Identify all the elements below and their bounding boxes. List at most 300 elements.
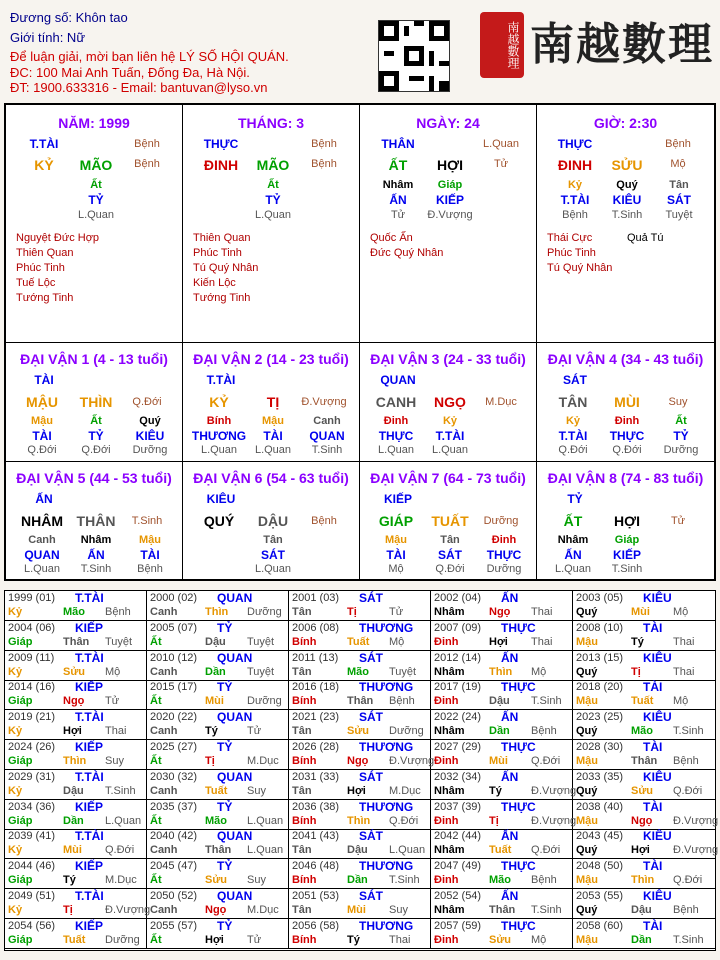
contact-line-1: Để luận giải, mời bạn liên hệ LÝ SỐ HỘI QUÁN. xyxy=(10,49,289,64)
year-stem: Nhâm xyxy=(434,784,465,797)
year-state: Thai xyxy=(531,606,553,618)
year-state: Bệnh xyxy=(673,904,699,916)
year-branch: Thân xyxy=(205,844,232,857)
year-stem: Canh xyxy=(150,844,178,857)
year-stem: Quý xyxy=(576,665,598,678)
luck-hidden-god: SÁT xyxy=(438,548,462,562)
luck-hidden-state: L.Quan xyxy=(254,444,292,456)
luck-hidden-god: TỶ xyxy=(88,429,104,443)
luck-hidden-god: TÀI xyxy=(140,548,160,562)
year-branch: Tuất xyxy=(489,844,512,857)
luck-hidden-god: TỶ xyxy=(673,429,689,443)
year-stem: Tân xyxy=(292,725,312,738)
year-state: Đ.Vượng xyxy=(673,844,719,857)
pillar-right-2: Bệnh xyxy=(311,158,337,170)
year-god: KIÊU xyxy=(643,829,672,844)
annual-year-cell xyxy=(573,621,715,651)
annual-year-cell xyxy=(573,651,715,681)
annual-year-cell xyxy=(147,859,289,889)
year-stem: Giáp xyxy=(8,635,33,648)
year-label: 2027 (29) xyxy=(434,741,482,753)
year-label: 1999 (01) xyxy=(8,592,56,604)
luck-hidden-state: T.Sinh xyxy=(611,563,643,575)
hidden-stem: Tân xyxy=(669,179,689,191)
shensha-star: Tướng Tinh xyxy=(193,292,251,304)
year-label: 2010 (12) xyxy=(150,651,198,664)
luck-hidden-god: ẤN xyxy=(564,548,582,562)
luck-god: QUAN xyxy=(380,373,416,387)
year-stem: Kỷ xyxy=(8,904,23,916)
year-label: 2033 (35) xyxy=(576,770,624,783)
luck-hidden-stem: Đinh xyxy=(614,415,640,427)
pillar-right-1: Bệnh xyxy=(311,138,337,150)
luck-hidden-state: Dưỡng xyxy=(132,444,168,456)
luck-hidden-state: T.Sinh xyxy=(311,444,343,456)
luck-hidden-state: L.Quan xyxy=(254,563,292,575)
annual-year-cell xyxy=(5,889,151,919)
year-stem: Kỷ xyxy=(8,665,23,678)
year-state: T.Sinh xyxy=(531,695,562,708)
luck-cycle-title: ĐẠI VẬN 2 (14 - 23 tuổi) xyxy=(193,351,349,367)
year-stem: Ất xyxy=(150,755,162,767)
year-stem: Tân xyxy=(292,606,312,618)
year-branch: Dần xyxy=(347,874,368,887)
luck-hidden-stem: Đinh xyxy=(491,534,517,546)
annual-year-cell xyxy=(289,710,431,740)
annual-year-cell xyxy=(147,800,289,830)
year-state: Bệnh xyxy=(531,725,557,738)
luck-god: KIẾP xyxy=(383,492,413,506)
year-god: TÀI xyxy=(643,620,663,635)
year-state: Q.Đới xyxy=(531,844,561,857)
year-state: Bệnh xyxy=(389,695,415,708)
year-state: Tử xyxy=(247,725,262,738)
seal-text: 南越數理 xyxy=(506,21,520,69)
pillar-stem: ĐINH xyxy=(557,157,593,173)
contact-line-2: ĐC: 100 Mai Anh Tuấn, Đống Đa, Hà Nội. xyxy=(10,65,250,80)
year-branch: Dần xyxy=(63,814,84,827)
year-state: Mộ xyxy=(673,606,689,618)
luck-branch: DẬU xyxy=(257,513,289,529)
year-label: 2006 (08) xyxy=(292,621,340,634)
year-state: Suy xyxy=(247,874,266,887)
year-god: TỶ xyxy=(217,859,233,874)
year-stem: Ất xyxy=(150,814,162,827)
luck-hidden-state: L.Quan xyxy=(431,444,469,456)
owner-label: Đương số: Khôn tao xyxy=(10,10,128,25)
luck-hidden-stem: Ất xyxy=(90,415,102,427)
year-stem: Đinh xyxy=(434,814,459,827)
year-state: Thai xyxy=(673,635,695,648)
luck-hidden-god: T.TÀI xyxy=(558,429,588,443)
year-state: Tử xyxy=(105,695,120,708)
year-god: T.TÀI xyxy=(75,889,104,903)
year-god: KIÊU xyxy=(643,889,672,903)
year-state: T.Sinh xyxy=(531,904,562,916)
luck-cycle-title: ĐẠI VẬN 6 (54 - 63 tuổi) xyxy=(193,470,349,486)
luck-stem: QUÝ xyxy=(203,513,235,529)
year-stem: Đinh xyxy=(434,874,459,887)
year-stem: Canh xyxy=(150,725,178,738)
year-state: Tuyệt xyxy=(247,665,275,678)
year-state: Dưỡng xyxy=(247,695,282,708)
luck-hidden-god: THỰC xyxy=(486,548,522,562)
luck-hidden-state: Dưỡng xyxy=(486,563,522,575)
luck-hidden-state: Bệnh xyxy=(137,563,163,575)
year-branch: Ngọ xyxy=(205,904,227,916)
year-label: 2026 (28) xyxy=(292,741,340,753)
year-label: 2001 (03) xyxy=(292,592,340,604)
year-state: Suy xyxy=(247,784,266,797)
year-stem: Kỷ xyxy=(8,725,23,738)
year-stem: Bính xyxy=(292,695,317,708)
annual-year-cell xyxy=(5,919,147,949)
year-branch: Ngọ xyxy=(631,814,653,827)
year-stem: Quý xyxy=(576,606,598,618)
year-stem: Quý xyxy=(576,725,598,738)
luck-hidden-stem: Đinh xyxy=(383,415,409,427)
year-stem: Mậu xyxy=(576,695,598,708)
shensha-star: Quốc Ấn xyxy=(370,232,413,244)
pillar-stem: ẤT xyxy=(388,157,408,173)
year-god: TỶ xyxy=(217,680,233,695)
year-god: SÁT xyxy=(359,769,383,784)
hidden-god: KIÊU xyxy=(612,193,642,207)
year-state: Bệnh xyxy=(531,874,557,887)
annual-year-cell xyxy=(147,621,289,651)
year-branch: Mùi xyxy=(347,904,366,916)
year-label: 2013 (15) xyxy=(576,651,624,664)
year-label: 2000 (02) xyxy=(150,592,198,604)
year-stem: Đinh xyxy=(434,635,459,648)
pillar-branch: SỬU xyxy=(611,157,643,173)
year-stem: Giáp xyxy=(8,814,33,827)
year-god: THƯƠNG xyxy=(359,799,414,814)
year-branch: Dần xyxy=(489,725,510,738)
luck-state: Dưỡng xyxy=(483,515,519,527)
hidden-stem: Kỷ xyxy=(567,179,583,191)
year-branch: Tị xyxy=(205,755,215,767)
year-god: QUAN xyxy=(217,591,253,605)
year-stem: Mậu xyxy=(576,874,598,887)
luck-cycle-title: ĐẠI VẬN 4 (34 - 43 tuổi) xyxy=(547,351,704,367)
year-state: L.Quan xyxy=(389,844,426,857)
year-branch: Tị xyxy=(347,606,357,618)
pillar-right-1: L.Quan xyxy=(482,138,520,150)
year-stem: Giáp xyxy=(8,695,33,708)
year-god: QUAN xyxy=(217,889,253,903)
year-label: 2007 (09) xyxy=(434,621,482,634)
year-stem: Quý xyxy=(576,784,598,797)
year-stem: Giáp xyxy=(8,933,33,946)
annual-year-cell xyxy=(431,769,577,800)
shensha-star: Thái Cực xyxy=(547,232,593,244)
year-stem: Kỷ xyxy=(8,784,23,797)
hidden-stem: Giáp xyxy=(437,179,463,191)
year-god: ẤN xyxy=(501,710,519,725)
year-god: TỶ xyxy=(217,740,233,754)
annual-year-cell xyxy=(431,799,577,830)
year-god: KIẾP xyxy=(75,620,104,635)
year-god: THƯƠNG xyxy=(359,918,414,933)
annual-year-cell xyxy=(147,651,289,681)
year-state: Bệnh xyxy=(105,606,131,618)
year-stem: Bính xyxy=(292,814,317,827)
luck-hidden-stem: Tân xyxy=(263,534,283,546)
year-label: 2031 (33) xyxy=(292,770,340,783)
year-god: THƯƠNG xyxy=(359,620,414,635)
pillar-title: NGÀY: 24 xyxy=(416,115,480,131)
luck-hidden-god: SÁT xyxy=(261,548,285,562)
year-branch: Tuất xyxy=(63,933,86,946)
annual-year-cell xyxy=(5,651,147,681)
annual-year-cell xyxy=(289,591,431,621)
annual-year-cell xyxy=(431,651,573,681)
year-god: ẤN xyxy=(501,591,519,605)
year-label: 2017 (19) xyxy=(434,681,482,694)
pillar-title: GIỜ: 2:30 xyxy=(593,115,658,131)
year-god: THỰC xyxy=(501,680,536,695)
annual-year-cell xyxy=(573,919,715,949)
year-stem: Canh xyxy=(150,665,178,678)
year-label: 2024 (26) xyxy=(8,741,56,753)
qr-code-icon xyxy=(379,21,449,91)
year-label: 2036 (38) xyxy=(292,800,340,813)
annual-year-cell xyxy=(289,621,431,651)
year-state: Mộ xyxy=(105,665,121,678)
year-state: Đ.Vượng xyxy=(531,814,577,827)
annual-year-cell xyxy=(289,859,431,889)
year-god: ẤN xyxy=(501,829,519,844)
year-state: M.Dục xyxy=(247,904,279,916)
shensha-star: Quả Tú xyxy=(627,232,664,244)
hidden-state: Tuyệt xyxy=(665,209,693,221)
year-state: M.Dục xyxy=(389,784,421,797)
year-label: 2004 (06) xyxy=(8,621,56,634)
annual-year-cell xyxy=(431,621,573,651)
luck-cycle-title: ĐẠI VẬN 8 (74 - 83 tuổi) xyxy=(547,470,704,486)
luck-cycle-cell xyxy=(537,462,714,581)
year-branch: Thìn xyxy=(347,814,371,827)
year-state: T.Sinh xyxy=(389,874,420,887)
year-label: 2041 (43) xyxy=(292,830,340,843)
luck-hidden-stem: Mậu xyxy=(31,415,53,427)
annual-year-cell xyxy=(147,740,289,770)
year-label: 2014 (16) xyxy=(8,681,56,694)
year-state: Suy xyxy=(105,755,124,767)
year-state: Tử xyxy=(389,606,404,618)
hidden-state: L.Quan xyxy=(77,209,115,221)
year-state: Mộ xyxy=(531,933,547,946)
year-branch: Sửu xyxy=(631,784,654,797)
luck-hidden-state: T.Sinh xyxy=(80,563,112,575)
year-stem: Bính xyxy=(292,874,317,887)
year-label: 2023 (25) xyxy=(576,711,624,724)
year-god: ẤN xyxy=(501,889,519,903)
year-label: 2020 (22) xyxy=(150,711,198,724)
luck-hidden-god: THỰC xyxy=(378,429,414,443)
luck-hidden-god: QUAN xyxy=(309,429,345,443)
pillar-top-god: THÂN xyxy=(381,137,415,151)
year-branch: Mão xyxy=(205,814,227,827)
year-label: 2054 (56) xyxy=(8,919,56,932)
luck-branch: HỢI xyxy=(614,513,640,529)
year-label: 2019 (21) xyxy=(8,711,56,724)
annual-year-cell xyxy=(573,740,715,770)
annual-year-cell xyxy=(573,680,715,710)
luck-hidden-stem: Quý xyxy=(139,415,161,427)
annual-year-cell xyxy=(573,591,715,621)
year-label: 2035 (37) xyxy=(150,800,198,813)
year-god: TÀI xyxy=(643,740,663,754)
luck-hidden-state: Q.Đới xyxy=(558,444,588,456)
year-branch: Mão xyxy=(489,874,511,887)
year-branch: Mão xyxy=(631,725,653,738)
pillar-right-2: Mộ xyxy=(670,158,686,170)
year-god: KIÊU xyxy=(643,710,672,725)
luck-hidden-state: L.Quan xyxy=(200,444,238,456)
luck-hidden-god: TÀI xyxy=(263,429,283,443)
year-label: 2039 (41) xyxy=(8,830,56,843)
luck-god: TÀI xyxy=(34,373,54,387)
luck-hidden-stem: Kỷ xyxy=(565,415,581,427)
luck-state: Tử xyxy=(670,515,686,527)
year-branch: Thân xyxy=(631,755,658,767)
year-branch: Tị xyxy=(489,814,499,827)
year-god: KIÊU xyxy=(643,591,672,605)
luck-state: Q.Đới xyxy=(132,396,162,408)
annual-year-cell xyxy=(289,651,431,681)
luck-state: Bệnh xyxy=(311,515,337,527)
year-branch: Dậu xyxy=(631,904,652,916)
year-god: QUAN xyxy=(217,769,253,784)
year-stem: Nhâm xyxy=(434,665,465,678)
annual-year-cell xyxy=(147,591,289,621)
year-state: Q.Đới xyxy=(531,755,561,767)
annual-year-cell xyxy=(289,829,431,859)
luck-god: KIÊU xyxy=(206,492,236,506)
annual-year-cell xyxy=(289,889,431,919)
annual-year-cell xyxy=(5,710,147,740)
year-branch: Thìn xyxy=(205,606,229,618)
luck-hidden-stem: Kỷ xyxy=(442,415,458,427)
year-god: T.TÀI xyxy=(75,769,104,784)
pillar-right-2: Tử xyxy=(493,158,509,170)
luck-branch: MÙI xyxy=(614,394,640,410)
year-stem: Đinh xyxy=(434,755,459,767)
year-label: 2005 (07) xyxy=(150,621,198,634)
year-god: QUAN xyxy=(217,650,253,665)
annual-year-cell xyxy=(431,591,573,621)
hidden-state: Tử xyxy=(390,209,406,221)
luck-stem: MẬU xyxy=(26,394,58,410)
year-state: Q.Đới xyxy=(673,784,703,797)
year-branch: Hợi xyxy=(63,725,82,738)
year-branch: Mùi xyxy=(205,695,224,708)
year-label: 2025 (27) xyxy=(150,741,198,753)
luck-cycle-cell xyxy=(537,343,714,462)
year-branch: Sửu xyxy=(489,933,512,946)
year-branch: Sửu xyxy=(205,874,228,887)
year-god: TÀI xyxy=(643,799,663,814)
year-label: 2034 (36) xyxy=(8,800,56,813)
year-god: SÁT xyxy=(359,889,383,903)
gender-label: Giới tính: Nữ xyxy=(10,30,86,45)
annual-year-cell xyxy=(147,919,289,949)
chart-main xyxy=(4,103,716,581)
pillar-stem: KỶ xyxy=(34,157,54,173)
pillar-branch: MÃO xyxy=(256,157,290,173)
luck-cycle-cell xyxy=(360,462,537,581)
luck-branch: NGỌ xyxy=(434,394,466,410)
year-stem: Canh xyxy=(150,904,178,916)
luck-god: ẤN xyxy=(35,492,53,506)
year-state: Dưỡng xyxy=(247,606,282,618)
year-branch: Hợi xyxy=(347,784,366,797)
luck-hidden-state: L.Quan xyxy=(377,444,415,456)
luck-branch: THÂN xyxy=(76,513,116,529)
year-branch: Dần xyxy=(205,665,226,678)
year-branch: Dậu xyxy=(489,695,510,708)
year-god: TÀI xyxy=(643,859,663,874)
hidden-stem: Ất xyxy=(267,179,279,191)
year-label: 2043 (45) xyxy=(576,830,624,843)
annual-year-cell xyxy=(147,680,289,710)
year-state: Đ.Vượng xyxy=(105,904,151,916)
annual-year-cell xyxy=(573,799,719,830)
year-label: 2057 (59) xyxy=(434,919,482,932)
year-state: Bệnh xyxy=(673,755,699,767)
year-state: Mộ xyxy=(531,665,547,678)
year-branch: Thìn xyxy=(631,874,655,887)
year-state: Q.Đới xyxy=(105,844,135,857)
year-branch: Sửu xyxy=(347,725,370,738)
luck-hidden-god: KIẾP xyxy=(612,548,642,562)
annual-year-cell xyxy=(5,621,147,651)
year-label: 2029 (31) xyxy=(8,770,56,783)
year-branch: Thìn xyxy=(489,665,513,678)
luck-hidden-state: Q.Đới xyxy=(81,444,111,456)
year-stem: Tân xyxy=(292,665,312,678)
annual-year-cell xyxy=(5,591,147,621)
year-branch: Tuất xyxy=(631,695,654,708)
qr-code xyxy=(378,20,450,92)
annual-year-cell xyxy=(5,829,147,859)
year-label: 2012 (14) xyxy=(434,651,482,664)
year-state: L.Quan xyxy=(247,814,284,827)
luck-hidden-stem: Nhâm xyxy=(80,534,112,546)
year-god: TỶ xyxy=(217,799,233,814)
luck-stem: NHÂM xyxy=(21,513,63,529)
year-branch: Tý xyxy=(489,784,502,797)
luck-hidden-stem: Ất xyxy=(675,415,687,427)
annual-luck-grid xyxy=(4,590,719,951)
annual-year-cell xyxy=(289,770,431,800)
shensha-star: Tú Quý Nhân xyxy=(547,262,613,274)
annual-year-cell xyxy=(5,800,147,830)
annual-year-cell xyxy=(289,740,435,770)
year-stem: Ất xyxy=(150,635,162,648)
pillar-cell xyxy=(360,105,537,343)
shensha-star: Tướng Tinh xyxy=(16,292,74,304)
year-label: 2051 (53) xyxy=(292,890,340,902)
luck-hidden-god: ẤN xyxy=(87,548,105,562)
year-god: KIÊU xyxy=(643,650,672,665)
luck-hidden-stem: Tân xyxy=(440,534,460,546)
pillar-right-1: Bệnh xyxy=(665,138,691,150)
shensha-star: Nguyệt Đức Hợp xyxy=(16,232,100,244)
year-god: KIẾP xyxy=(75,859,104,874)
